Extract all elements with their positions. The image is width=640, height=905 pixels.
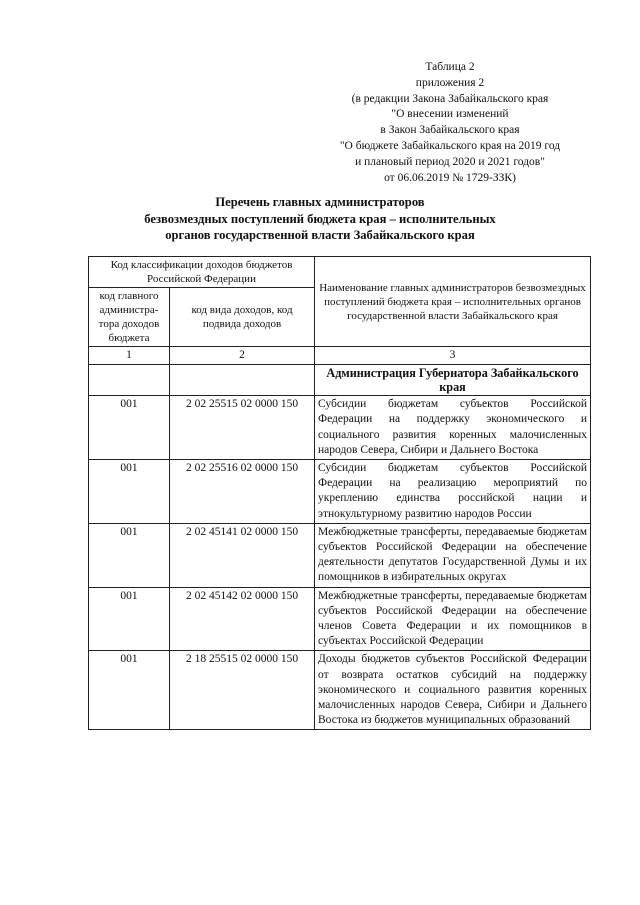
table-row — [89, 396, 591, 460]
table-row — [89, 651, 591, 730]
document-title — [60, 194, 580, 244]
header-line: и плановый период 2020 и 2021 годов" — [355, 155, 545, 168]
admin-code-header: код главного администра-тора доходов бюджета — [89, 288, 170, 347]
income-name: Субсидии бюджетам субъектов Российской Федерации на реализацию мероприятий по укреплению единства российской нации и этнокультурному развитию народов России — [315, 460, 591, 524]
admin-code: 001 — [89, 651, 170, 730]
classification-code-header: Код классификации доходов бюджетов Российской Федерации — [89, 257, 315, 288]
income-code: 2 02 25515 02 0000 150 — [170, 396, 315, 460]
header-line: "О внесении изменений — [391, 108, 509, 121]
table-row — [89, 523, 591, 587]
administrators-table — [88, 256, 591, 730]
income-name: Межбюджетные трансферты, передаваемые бюджетам субъектов Российской Федерации на обеспечение членов Совета Федерации и их помощников в субъектах Российской Федерации — [315, 587, 591, 651]
column-number: 1 — [89, 347, 170, 365]
column-number-row — [89, 347, 591, 365]
header-line: (в редакции Закона Забайкальского края — [351, 92, 549, 105]
header-line: приложения 2 — [415, 76, 485, 89]
income-code: 2 02 45142 02 0000 150 — [170, 587, 315, 651]
title-line: безвозмездных поступлений бюджета края – исполнительных — [144, 211, 496, 226]
column-number: 2 — [170, 347, 315, 365]
section-title: Администрация Губернатора Забайкальского края — [315, 365, 591, 396]
title-line: органов государственной власти Забайкальского края — [165, 228, 475, 242]
income-name: Доходы бюджетов субъектов Российской Федерации от возврата остатков субсидий на поддержку экономического и социального развития коренных малочисленных народов Севера, Сибири и Дальнего Востока из бюджетов муниципальных образований — [315, 651, 591, 730]
income-name: Межбюджетные трансферты, передаваемые бюджетам субъектов Российской Федерации на обеспечение деятельности депутатов Государственной Думы и их помощников в избирательных округах — [315, 523, 591, 587]
section-row — [89, 365, 591, 396]
administrator-name-header: Наименование главных администраторов безвозмездных поступлений бюджета края – исполнительных органов государственной власти Забайкальского края — [315, 257, 591, 347]
income-code: 2 18 25515 02 0000 150 — [170, 651, 315, 730]
column-number: 3 — [315, 347, 591, 365]
title-line: Перечень главных администраторов — [215, 195, 425, 209]
admin-code: 001 — [89, 587, 170, 651]
table-row — [89, 587, 591, 651]
appendix-reference — [300, 60, 600, 186]
table-row — [89, 460, 591, 524]
admin-code: 001 — [89, 523, 170, 587]
header-line: в Закон Забайкальского края — [380, 124, 520, 137]
table-header-row — [89, 257, 591, 288]
income-name: Субсидии бюджетам субъектов Российской Федерации на поддержку экономического и социального развития коренных малочисленных народов Севера, Сибири и Дальнего Востока — [315, 396, 591, 460]
income-code-header: код вида доходов, код подвида доходов — [170, 288, 315, 347]
header-line: Таблица 2 — [425, 61, 475, 73]
income-code: 2 02 25516 02 0000 150 — [170, 460, 315, 524]
admin-code: 001 — [89, 460, 170, 524]
income-code: 2 02 45141 02 0000 150 — [170, 523, 315, 587]
header-line: от 06.06.2019 № 1729-ЗЗК) — [384, 171, 516, 184]
header-line: "О бюджете Забайкальского края на 2019 год — [339, 139, 561, 152]
admin-code: 001 — [89, 396, 170, 460]
